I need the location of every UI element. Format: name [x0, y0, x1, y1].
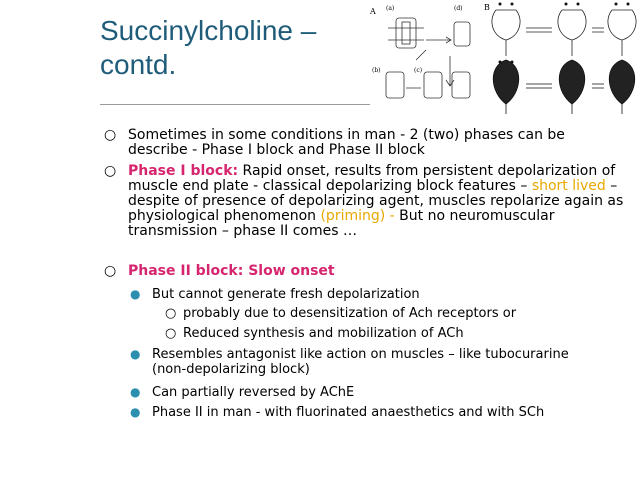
- sub-bullet-text: Can partially reversed by AChE: [152, 385, 355, 400]
- bullet-phases: [104, 128, 624, 162]
- bullet-marker: ○: [104, 163, 117, 179]
- phase-i-text-2: – despite of presence of depolarizing agent, muscles repolarize again as physiological phenomenon: [128, 178, 624, 224]
- title-line-2: contd.: [100, 49, 177, 80]
- sub-sub-bullet-text: probably due to desensitization of Ach receptors or: [183, 306, 517, 321]
- phase-ii-heading: Phase II block: Slow onset: [128, 263, 335, 279]
- receptor-top-row: [492, 10, 636, 56]
- sub-label-b: (b): [372, 67, 381, 74]
- bullet-text: [128, 164, 628, 239]
- sub-bullet-marker: ●: [130, 347, 141, 361]
- sub-bullet-marker: ●: [130, 385, 141, 399]
- channel-drawings: [386, 18, 470, 98]
- priming-highlight: (priming) -: [320, 208, 395, 224]
- sub-bullet-marker: ●: [130, 287, 141, 301]
- receptor-diagram: [366, 0, 638, 116]
- bullet-marker: ○: [104, 127, 117, 143]
- phase-i-text-3: But no neuromuscular transmission – phase II comes …: [128, 208, 555, 239]
- sub-bullet-marker: ●: [130, 405, 141, 419]
- bullet-marker: ○: [104, 263, 117, 279]
- sub-label-d: (d): [454, 5, 463, 12]
- sub-bullet-text: Resembles antagonist like action on muscles – like tubocurarine (non-depolarizing block): [152, 347, 569, 377]
- sub-sub-bullet-marker: ○: [165, 306, 177, 321]
- short-lived-highlight: short lived: [531, 178, 606, 194]
- title-line-1: Succinylcholine –: [100, 15, 317, 46]
- sub-bullet-text: Phase II in man - with fluorinated anaesthetics and with SCh: [152, 405, 545, 420]
- panel-b-label: B: [484, 3, 490, 12]
- receptor-bottom-row: [493, 60, 635, 114]
- phase-i-text-1: Rapid onset, results from persistent depolarization of muscle end plate - classical depolarizing block features –: [128, 163, 616, 194]
- sub-bullet-text: But cannot generate fresh depolarization: [152, 287, 420, 302]
- bullet-phase-i: [104, 164, 624, 258]
- sub-bullet-antagonist: [130, 347, 610, 379]
- sub-label-c: (c): [414, 67, 423, 74]
- panel-a-label: A: [370, 7, 376, 16]
- bullet-phase-ii: [104, 264, 624, 280]
- sub-label-a: (a): [386, 5, 395, 12]
- sub-sub-bullet-marker: ○: [165, 326, 177, 341]
- slide-title: [100, 14, 316, 82]
- title-divider: [100, 104, 370, 105]
- bullet-text: Sometimes in some conditions in man - 2 (two) phases can be describe - Phase I block and Phase II block: [128, 127, 565, 158]
- phase-i-label: Phase I block:: [128, 163, 239, 179]
- sub-sub-bullet-text: Reduced synthesis and mobilization of ACh: [183, 326, 464, 341]
